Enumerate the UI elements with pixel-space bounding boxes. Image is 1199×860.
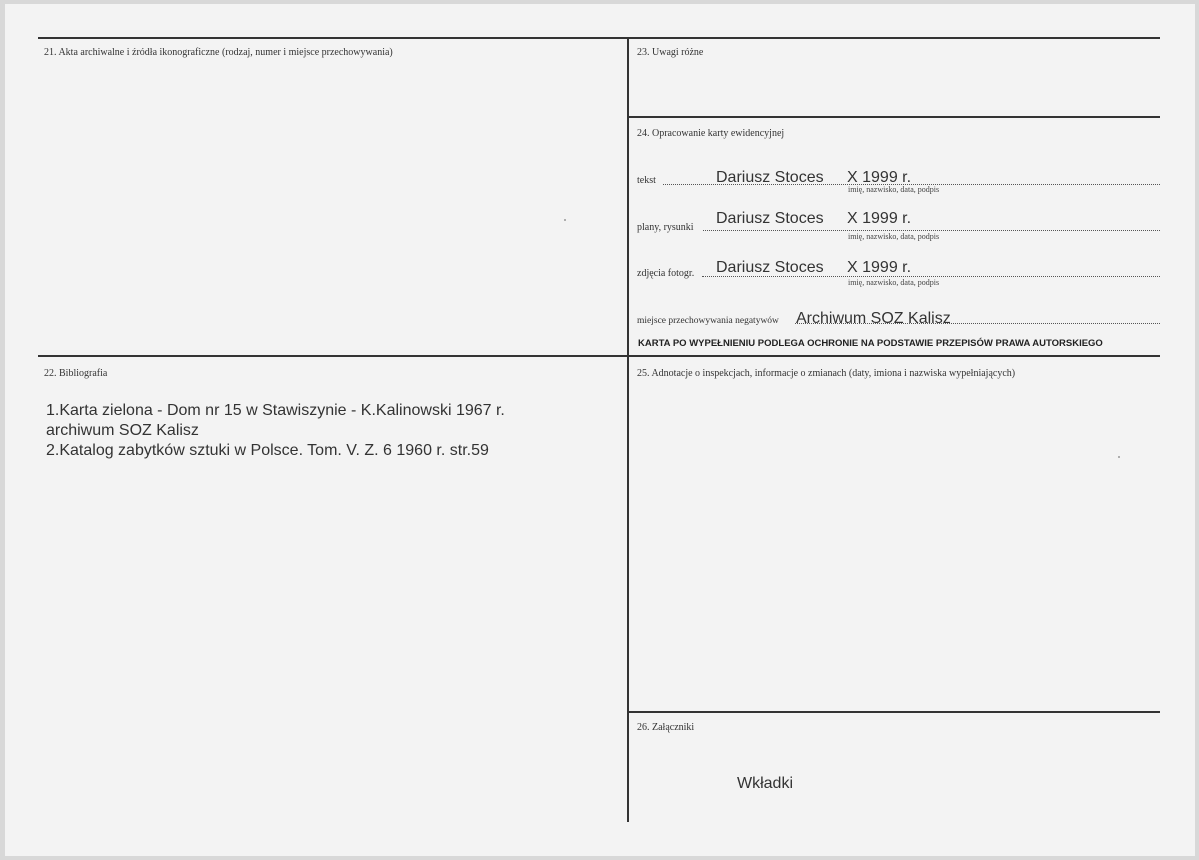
field-24-label: 24. Opracowanie karty ewidencyjnej — [637, 128, 785, 139]
bibliography-entries — [46, 401, 505, 461]
rule-above-f26 — [627, 711, 1160, 713]
field-25-label: 25. Adnotacje o inspekcjach, informacje o zmianach (daty, imiona i nazwiska wypełniających) — [637, 368, 1016, 379]
attachments-value: Wkładki — [737, 775, 794, 792]
negatives-storage-label: miejsce przechowywania negatywów — [637, 316, 779, 326]
row-photos-name: Dariusz Stoces — [716, 259, 824, 276]
row-text-label: tekst — [637, 175, 656, 186]
middle-rule — [38, 355, 1160, 357]
row-plans-name: Dariusz Stoces — [716, 210, 824, 227]
field-23-label: 23. Uwagi różne — [637, 47, 704, 58]
field-21-label: 21. Akta archiwalne i źródła ikonograficzne (rodzaj, numer i miejsce przechowywania) — [44, 47, 393, 58]
field-22-label: 22. Bibliografia — [44, 368, 108, 379]
bibliography-entry: archiwum SOZ Kalisz — [46, 422, 199, 439]
row-photos-label: zdjęcia fotogr. — [637, 268, 695, 279]
row-photos-date: X 1999 r. — [847, 259, 912, 276]
negatives-storage-value: Archiwum SOZ Kalisz — [796, 310, 951, 327]
row-plans-label: plany, rysunki — [637, 222, 694, 233]
paper-speck — [564, 219, 566, 221]
bibliography-entry: 2.Katalog zabytków sztuki w Polsce. Tom. V. Z. 6 1960 r. str.59 — [46, 442, 489, 459]
paper-speck — [1118, 456, 1120, 458]
record-card-back — [5, 4, 1195, 856]
row-plans-caption: imię, nazwisko, data, podpis — [848, 232, 940, 241]
bibliography-entry: 1.Karta zielona - Dom nr 15 w Stawiszynie - K.Kalinowski 1967 r. — [46, 402, 505, 419]
center-divider — [627, 37, 629, 822]
row-text-name: Dariusz Stoces — [716, 169, 824, 186]
top-rule — [38, 37, 1160, 39]
row-text-date: X 1999 r. — [847, 169, 912, 186]
rule-below-f23 — [627, 116, 1160, 118]
row-text-caption: imię, nazwisko, data, podpis — [848, 185, 940, 194]
field-26-label: 26. Załączniki — [637, 722, 695, 733]
row-photos-caption: imię, nazwisko, data, podpis — [848, 278, 940, 287]
copyright-notice: KARTA PO WYPEŁNIENIU PODLEGA OCHRONIE NA PODSTAWIE PRZEPISÓW PRAWA AUTORSKIEGO — [638, 338, 1103, 349]
row-plans-date: X 1999 r. — [847, 210, 912, 227]
row-plans-dotted-line — [703, 230, 1160, 231]
